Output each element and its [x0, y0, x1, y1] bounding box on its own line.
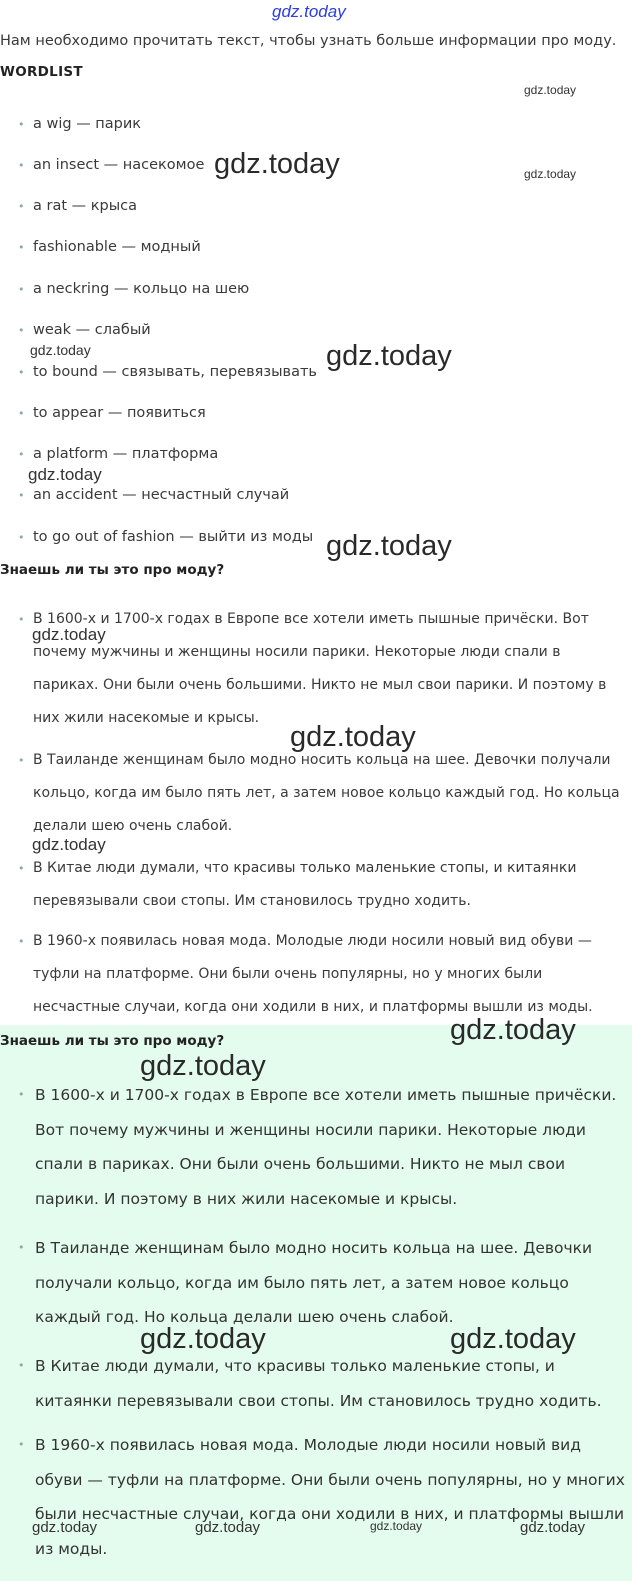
- wordlist-title: WORDLIST: [0, 64, 83, 80]
- wordlist-item: • an accident — несчастный случай: [18, 487, 290, 503]
- bullet-icon: •: [18, 1438, 25, 1451]
- watermark: gdz.today: [326, 340, 452, 372]
- watermark: gdz.today: [28, 465, 102, 484]
- bullet-icon: •: [18, 531, 25, 544]
- bullet-icon: •: [18, 200, 25, 213]
- bullet-icon: •: [18, 489, 25, 502]
- watermark: gdz.today: [30, 342, 91, 358]
- bullet-icon: •: [18, 366, 25, 379]
- watermark: gdz.today: [140, 1323, 266, 1355]
- section1-paragraph: • В 1960-х появилась новая мода. Молодые люди носили новый вид обуви — туфли на платформе. Они были очень популярны, но у многих были несчастные случаи, когда они ходили в них, и платформы вышли из моды.: [18, 925, 628, 1024]
- bullet-icon: •: [18, 241, 25, 254]
- bullet-icon: •: [18, 118, 25, 131]
- watermark-top: gdz.today: [272, 2, 346, 21]
- wordlist-item: • to appear — появиться: [18, 405, 206, 421]
- wordlist-item: • a platform — платформа: [18, 446, 219, 462]
- section2-paragraph: • В Китае люди думали, что красивы только маленькие стопы, и китаянки перевязывали свои стопы. Им становилось трудно ходить.: [18, 1349, 630, 1418]
- watermark: gdz.today: [214, 148, 340, 180]
- watermark: gdz.today: [32, 625, 106, 644]
- wordlist-item: • to bound — связывать, перевязывать: [18, 364, 317, 380]
- section2-paragraph: • В 1600-х и 1700-х годах в Европе все хотели иметь пышные причёски. Вот почему мужчины и женщины носили парики. Некоторые люди спали в париках. Они были очень большими. Никто не мыл свои парики. И поэтому в них жили насекомые и крысы.: [18, 1078, 630, 1216]
- bullet-icon: •: [18, 159, 25, 172]
- wordlist-item: • an insect — насекомое: [18, 157, 205, 173]
- section2-paragraph: • В Таиланде женщинам было модно носить кольца на шее. Девочки получали кольцо, когда им было пять лет, а затем новое кольцо каждый год. Но кольца делали шею очень слабой.: [18, 1231, 630, 1335]
- wordlist-item: • a rat — крыса: [18, 198, 138, 214]
- watermark: gdz.today: [520, 1519, 586, 1536]
- watermark: gdz.today: [326, 530, 452, 562]
- section1-paragraph: • В 1600-х и 1700-х годах в Европе все хотели иметь пышные причёски. Вот почему мужчины и женщины носили парики. Некоторые люди спали в париках. Они были очень большими. Никто не мыл свои парики. И поэтому в них жили насекомые и крысы.: [18, 603, 628, 735]
- section1-paragraph: • В Китае люди думали, что красивы только маленькие стопы, и китаянки перевязывали свои стопы. Им становилось трудно ходить.: [18, 852, 628, 918]
- watermark: gdz.today: [450, 1323, 576, 1355]
- watermark: gdz.today: [450, 1014, 576, 1046]
- bullet-icon: •: [18, 862, 25, 875]
- bullet-icon: •: [18, 1088, 25, 1101]
- bullet-icon: •: [18, 448, 25, 461]
- section2-paragraph: • В 1960-х появилась новая мода. Молодые люди носили новый вид обуви — туфли на платформе. Они были очень популярны, но у многих были несчастные случаи, когда они ходили в них, и платформы вышли из моды.: [18, 1428, 630, 1566]
- wordlist-item: • fashionable — модный: [18, 239, 201, 255]
- bullet-icon: •: [18, 754, 25, 767]
- bullet-icon: •: [18, 613, 25, 626]
- section1-title: Знаешь ли ты это про моду?: [0, 562, 225, 578]
- section2-title: Знаешь ли ты это про моду?: [0, 1033, 225, 1049]
- watermark: gdz.today: [524, 83, 577, 97]
- bullet-icon: •: [18, 1241, 25, 1254]
- wordlist-item: • weak — слабый: [18, 322, 151, 338]
- wordlist-item: • to go out of fashion — выйти из моды: [18, 529, 314, 545]
- wordlist-item: • a neckring — кольцо на шею: [18, 281, 250, 297]
- bullet-icon: •: [18, 407, 25, 420]
- wordlist-item: • a wig — парик: [18, 116, 142, 132]
- bullet-icon: •: [18, 935, 25, 948]
- intro-text: Нам необходимо прочитать текст, чтобы узнать больше информации про моду.: [0, 33, 617, 49]
- watermark: gdz.today: [32, 835, 106, 854]
- bullet-icon: •: [18, 283, 25, 296]
- watermark: gdz.today: [370, 1519, 423, 1533]
- watermark: gdz.today: [290, 721, 416, 753]
- watermark: gdz.today: [140, 1050, 266, 1082]
- bullet-icon: •: [18, 1359, 25, 1372]
- section1-paragraph: • В Таиланде женщинам было модно носить кольца на шее. Девочки получали кольцо, когда им было пять лет, а затем новое кольцо каждый год. Но кольца делали шею очень слабой.: [18, 744, 628, 843]
- bullet-icon: •: [18, 324, 25, 337]
- watermark: gdz.today: [32, 1519, 98, 1536]
- watermark: gdz.today: [524, 167, 577, 181]
- watermark: gdz.today: [195, 1519, 261, 1536]
